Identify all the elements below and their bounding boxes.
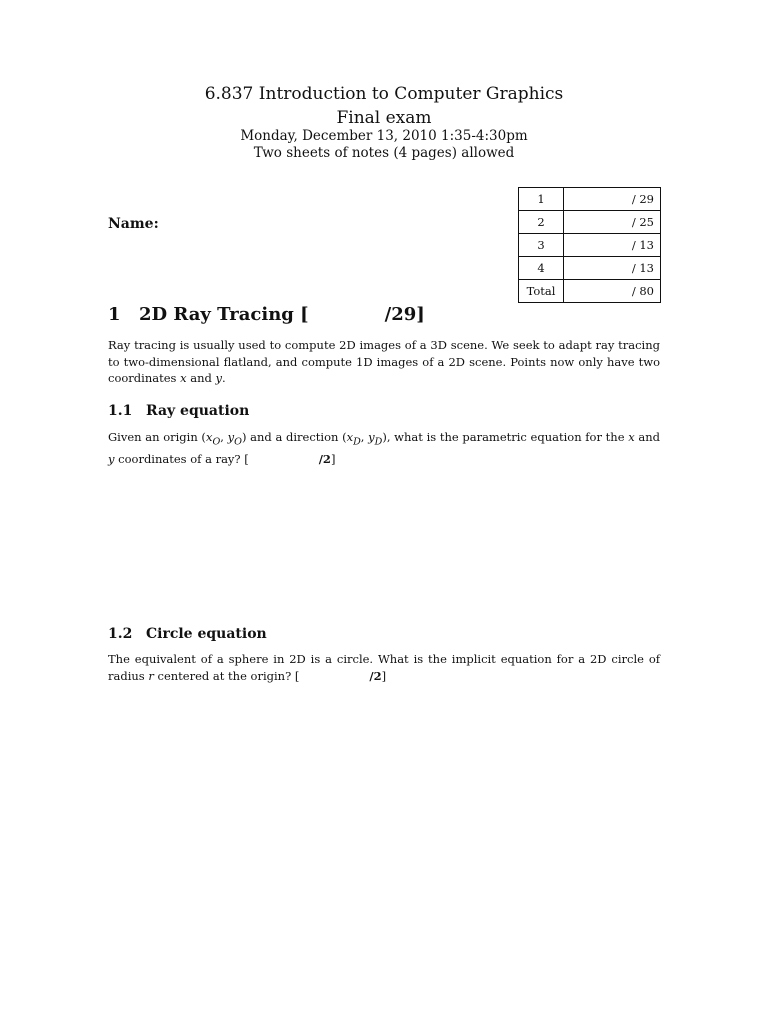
question-number: 2 [519,211,564,234]
section-1-intro: Ray tracing is usually used to compute 2D images of a 3D scene. We seek to adapt ray tracing to two-dimensional flatland, and compute 1D images of a 2D scene. Points now only have two coordinates x and y. [108,338,660,385]
table-row [519,257,661,280]
exam-course-title: 6.837 Introduction to Computer Graphics [204,84,564,104]
question-points: / 80 [564,280,661,303]
exam-notes-policy: Two sheets of notes (4 pages) allowed [253,145,515,161]
question-points: / 25 [564,211,661,234]
question-1-2-text: The equivalent of a sphere in 2D is a circle. What is the implicit equation for a 2D circle of radius r centered at the origin? [ /2] [108,652,660,683]
question-points: / 13 [564,257,661,280]
table-row [519,280,661,303]
table-row [519,211,661,234]
exam-date: Monday, December 13, 2010 1:35-4:30pm [240,128,528,144]
table-row [519,234,661,257]
question-points: / 29 [564,188,661,211]
subsection-title: Circle equation [146,626,267,642]
exam-subtitle: Final exam [336,108,432,128]
question-points: /2 [369,668,382,683]
question-number: Total [519,280,564,303]
subsection-number: 1.1 [108,403,133,419]
section-points: /29] [384,304,425,325]
subsection-title: Ray equation [146,403,250,419]
table-row [519,188,661,211]
math-var-r: r [148,668,154,683]
question-number: 1 [519,188,564,211]
subsection-1-2-heading [108,626,267,642]
math-var-x: x [180,371,187,385]
question-points: / 13 [564,234,661,257]
math-var-y: y [215,371,223,385]
section-title: 2D Ray Tracing [ [139,304,309,325]
question-number: 3 [519,234,564,257]
section-number: 1 [108,304,121,325]
question-number: 4 [519,257,564,280]
subsection-1-1-heading [108,403,249,419]
section-1-heading [108,304,425,325]
question-1-1-text: Given an origin ($x_O$, $y_O$) and a direction ($x_D$, $y_D$), what is the parametric equation for the x and y coordinates of a ray? [ /2] [108,430,660,466]
name-label: Name: [108,216,159,232]
score-table [518,187,661,303]
subsection-number: 1.2 [108,626,133,642]
question-points: /2 [318,451,331,466]
